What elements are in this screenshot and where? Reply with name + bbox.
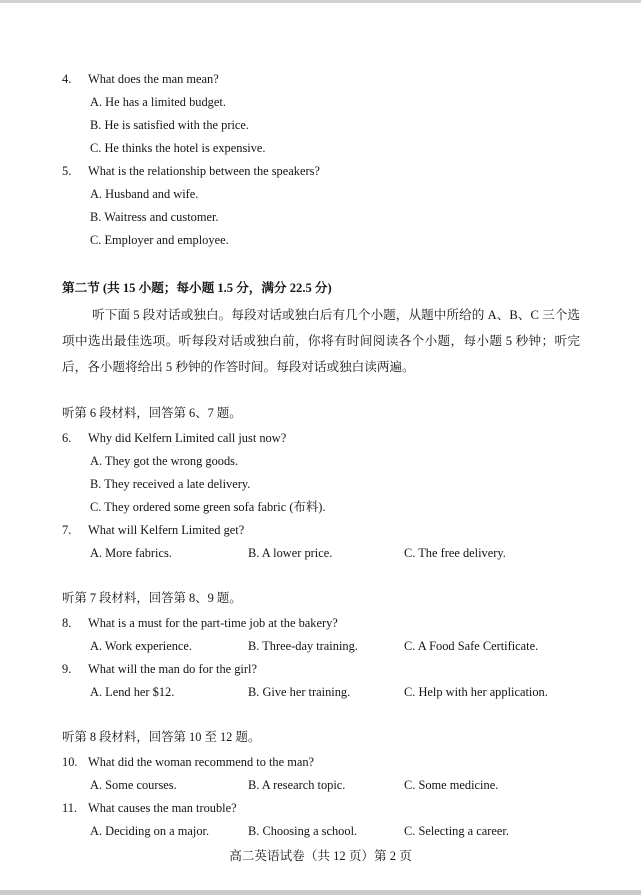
option-item[interactable]: A. Lend her $12. (90, 685, 175, 699)
option-item[interactable]: C. The free delivery. (404, 546, 506, 560)
material-cue: 听第 7 段材料，回答第 8、9 题。 (62, 591, 242, 605)
material-cue: 听第 6 段材料，回答第 6、7 题。 (62, 406, 242, 420)
option-row (62, 774, 580, 797)
option-item[interactable]: A. Some courses. (90, 778, 177, 792)
option-item[interactable]: A. Husband and wife. (90, 187, 199, 201)
listening-group (62, 402, 580, 565)
question-row (62, 427, 580, 450)
question-text: What does the man mean? (88, 72, 219, 86)
option-item[interactable]: B. Waitress and customer. (90, 210, 219, 224)
option-item[interactable]: C. Selecting a career. (404, 824, 509, 838)
question-number: 10. (62, 755, 78, 769)
question-row (62, 658, 580, 681)
option-item[interactable]: B. Give her training. (248, 685, 351, 699)
question-number: 7. (62, 523, 72, 537)
question-number: 5. (62, 164, 72, 178)
option-item[interactable]: C. Help with her application. (404, 685, 548, 699)
option-item[interactable]: A. They got the wrong goods. (90, 454, 239, 468)
section-instructions (62, 302, 580, 380)
question-text: What causes the man trouble? (88, 801, 237, 815)
option-item[interactable]: C. He thinks the hotel is expensive. (90, 141, 266, 155)
question-text: What is a must for the part-time job at the bakery? (88, 616, 338, 630)
option-item[interactable]: C. Employer and employee. (90, 233, 229, 247)
page-footer: 高二英语试卷（共 12 页）第 2 页 (229, 849, 412, 863)
option-item[interactable]: B. A research topic. (248, 778, 346, 792)
listening-group (62, 587, 580, 704)
option-item[interactable]: B. Choosing a school. (248, 824, 358, 838)
question-number: 6. (62, 431, 72, 445)
question-row (62, 751, 580, 774)
option-item[interactable]: C. Some medicine. (404, 778, 499, 792)
question-number: 4. (62, 72, 72, 86)
option-item[interactable]: C. They ordered some green sofa fabric (布料). (90, 500, 326, 514)
option-row (62, 635, 580, 658)
option-item[interactable]: A. Deciding on a major. (90, 824, 210, 838)
option-row (62, 542, 580, 565)
option-item[interactable]: A. More fabrics. (90, 546, 172, 560)
option-item[interactable]: B. They received a late delivery. (90, 477, 251, 491)
question-text: What did the woman recommend to the man? (88, 755, 315, 769)
question-row (62, 160, 580, 183)
question-number: 9. (62, 662, 72, 676)
listening-group (62, 726, 580, 843)
option-item[interactable]: A. Work experience. (90, 639, 192, 653)
page-content (62, 68, 580, 843)
question-text: Why did Kelfern Limited call just now? (88, 431, 287, 445)
question-row (62, 612, 580, 635)
option-item[interactable]: C. A Food Safe Certificate. (404, 639, 539, 653)
option-item[interactable]: B. Three-day training. (248, 639, 358, 653)
instructions-text: 听下面 5 段对话或独白。每段对话或独白后有几个小题，从题中所给的 A、B、C 三个选项中选出最佳选项。听每段对话或独白前，你将有时间阅读各个小题，每小题 5 秒钟；听完后，各小题将给出 5 秒钟的作答时间。每段对话或独白读两遍。 (62, 308, 580, 374)
option-row (62, 681, 580, 704)
question-row (62, 519, 580, 542)
option-item[interactable]: B. A lower price. (248, 546, 333, 560)
material-cue: 听第 8 段材料，回答第 10 至 12 题。 (62, 730, 261, 744)
section-heading: 第二节 (共 15 小题；每小题 1.5 分，满分 22.5 分) (62, 281, 332, 295)
question-text: What will the man do for the girl? (88, 662, 257, 676)
question-row (62, 797, 580, 820)
question-text: What is the relationship between the speakers? (88, 164, 320, 178)
question-number: 11. (62, 801, 78, 815)
question-number: 8. (62, 616, 72, 630)
question-text: What will Kelfern Limited get? (88, 523, 245, 537)
scan-edge-bottom (0, 890, 641, 895)
option-item[interactable]: B. He is satisfied with the price. (90, 118, 249, 132)
question-row (62, 68, 580, 91)
option-row (62, 820, 580, 843)
option-item[interactable]: A. He has a limited budget. (90, 95, 226, 109)
